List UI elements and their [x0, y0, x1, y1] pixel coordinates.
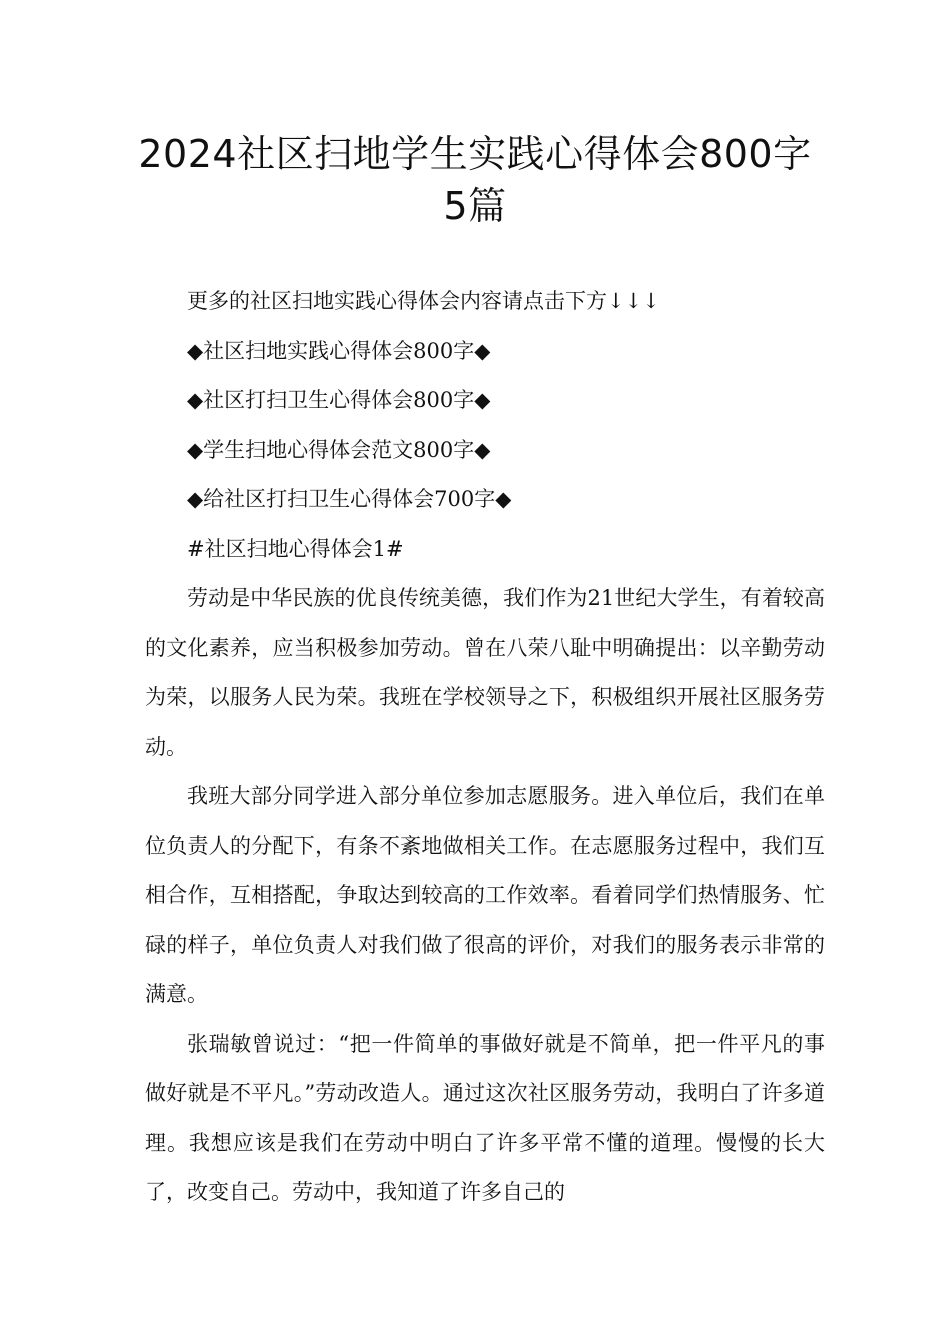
link-text[interactable]: ◆学生扫地心得体会范文800字◆ [187, 437, 491, 462]
intro-text: 更多的社区扫地实践心得体会内容请点击下方↓↓↓ [187, 289, 660, 313]
body-paragraph: 劳动是中华民族的优良传统美德，我们作为21世纪大学生，有着较高的文化素养，应当积极参加劳动。曾在八荣八耻中明确提出：以辛勤劳动为荣，以服务人民为荣。我班在学校领导之下，积极组织开展社区服务劳动。 [145, 586, 825, 759]
link-text[interactable]: ◆社区扫地实践心得体会800字◆ [187, 338, 491, 363]
link-item[interactable] [145, 327, 825, 377]
body-paragraph: 张瑞敏曾说过：“把一件简单的事做好就是不简单，把一件平凡的事做好就是不平凡。”劳动改造人。通过这次社区服务劳动，我明白了许多道理。我想应该是我们在劳动中明白了许多平常不懂的道理。慢慢的长大了，改变自己。劳动中，我知道了许多自己的 [145, 1031, 825, 1204]
link-text[interactable]: ◆社区打扫卫生心得体会800字◆ [187, 388, 491, 412]
document-title [120, 128, 830, 232]
link-item[interactable] [145, 475, 825, 525]
link-item[interactable] [145, 426, 825, 476]
document-body [145, 277, 825, 1218]
title-line-2: 5篇 [443, 184, 507, 228]
section-heading: #社区扫地心得体会1# [187, 536, 404, 561]
link-item[interactable] [145, 376, 825, 426]
body-paragraph: 我班大部分同学进入部分单位参加志愿服务。进入单位后，我们在单位负责人的分配下，有条不紊地做相关工作。在志愿服务过程中，我们互相合作，互相搭配，争取达到较高的工作效率。看着同学们热情服务、忙碌的样子，单位负责人对我们做了很高的评价，对我们的服务表示非常的满意。 [145, 784, 825, 1006]
link-text[interactable]: ◆给社区打扫卫生心得体会700字◆ [187, 487, 512, 511]
title-line-1: 2024社区扫地学生实践心得体会800字 [138, 132, 812, 176]
